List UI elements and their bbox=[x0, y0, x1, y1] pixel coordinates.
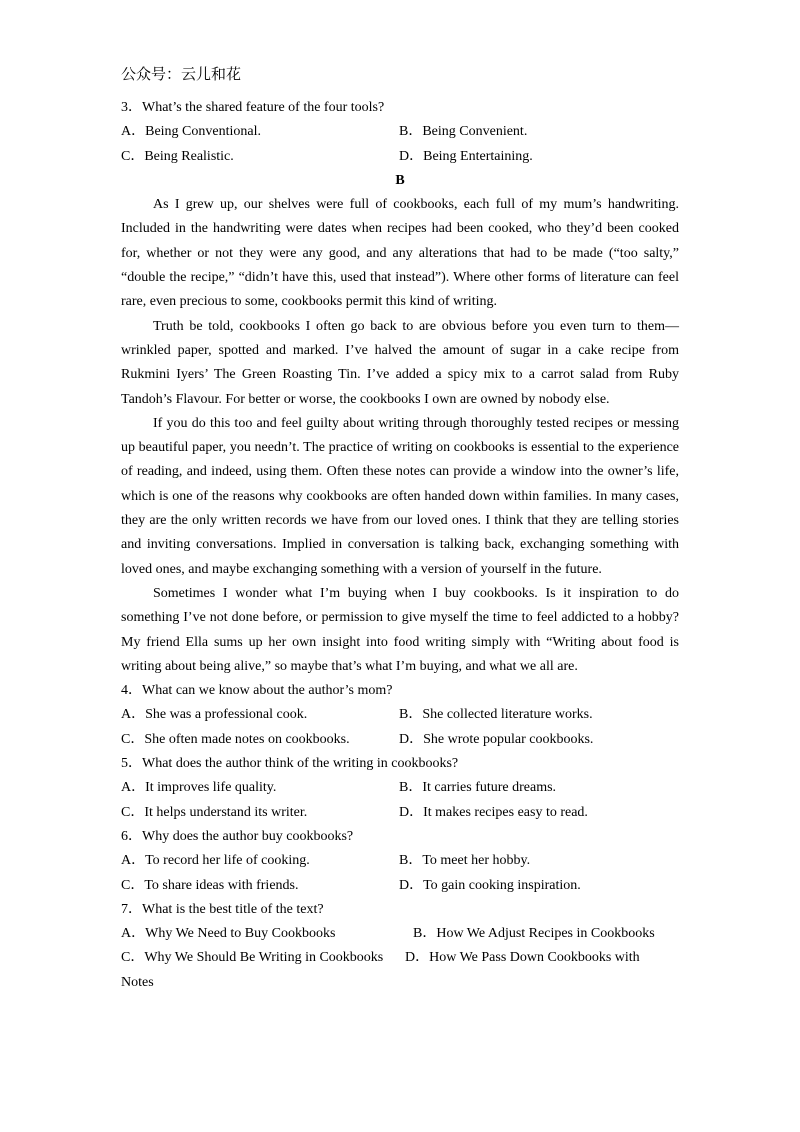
question-5: 5．What does the author think of the writing in cookbooks? bbox=[121, 756, 459, 772]
question-6-options-row-2 bbox=[121, 874, 679, 898]
q5-option-c: C．It helps understand its writer. bbox=[121, 804, 308, 820]
question-7-options-row-2 bbox=[121, 946, 679, 970]
question-6: 6．Why does the author buy cookbooks? bbox=[121, 828, 354, 844]
q7-option-d-continued: Notes bbox=[121, 974, 154, 990]
question-6-options-row-1 bbox=[121, 849, 679, 873]
q7-option-d: D．How We Pass Down Cookbooks with bbox=[405, 950, 640, 966]
page-header: 公众号：云儿和花 bbox=[121, 65, 242, 83]
question-4-options-row-1 bbox=[121, 703, 679, 727]
q7-option-b: B．How We Adjust Recipes in Cookbooks bbox=[413, 926, 655, 942]
q7-option-a: A．Why We Need to Buy Cookbooks bbox=[121, 926, 336, 942]
q3-option-a: A．Being Conventional. bbox=[121, 124, 261, 140]
question-5-options-row-2 bbox=[121, 801, 679, 825]
q3-option-d: D．Being Entertaining. bbox=[399, 148, 533, 164]
q3-option-b: B．Being Convenient. bbox=[399, 124, 528, 140]
q5-option-d: D．It makes recipes easy to read. bbox=[399, 804, 588, 820]
q3-option-c: C．Being Realistic. bbox=[121, 148, 234, 164]
question-7-options-row-1 bbox=[121, 922, 679, 946]
q6-option-b: B．To meet her hobby. bbox=[399, 853, 531, 869]
q4-option-b: B．She collected literature works. bbox=[399, 707, 593, 723]
q6-option-c: C．To share ideas with friends. bbox=[121, 877, 299, 893]
question-3-options-row-1 bbox=[121, 120, 679, 144]
question-3-options-row-2 bbox=[121, 145, 679, 169]
question-4-options-row-2 bbox=[121, 728, 679, 752]
passage-paragraph: Sometimes I wonder what I’m buying when I buy cookbooks. Is it inspiration to do something I’ve not done before, or permission to give myself the time to feel addicted to a hobby? My friend Ella sums up her own insight into food writing simply with “Writing about food is writing about being alive,” so maybe that’s what I’m buying, and what we all are. bbox=[121, 585, 679, 674]
passage-paragraph: As I grew up, our shelves were full of cookbooks, each full of my mum’s handwriting. Included in the handwriting were dates when recipes had been cooked, who they’d been cooked for, whether or not they were any good, and any alterations that had to be made (“too salty,” “double the recipe,” “didn’t have this, used that instead”). Where other forms of literature can feel rare, even precious to some, cookbooks permit this kind of writing. bbox=[121, 197, 679, 310]
q4-option-a: A．She was a professional cook. bbox=[121, 707, 308, 723]
section-heading: B bbox=[395, 172, 405, 188]
q4-option-d: D．She wrote popular cookbooks. bbox=[399, 731, 594, 747]
document-page bbox=[121, 60, 679, 995]
question-5-options-row-1 bbox=[121, 776, 679, 800]
q6-option-a: A．To record her life of cooking. bbox=[121, 853, 310, 869]
passage bbox=[121, 193, 679, 679]
question-3: 3．What’s the shared feature of the four tools? bbox=[121, 100, 385, 115]
q6-option-d: D．To gain cooking inspiration. bbox=[399, 877, 581, 893]
passage-paragraph: Truth be told, cookbooks I often go back to are obvious before you even turn to them—wrinkled paper, spotted and marked. I’ve halved the amount of sugar in a cake recipe from Rukmini Iyers’ The Green Roasting Tin. I’ve added a spicy mix to a carrot salad from Ruby Tandoh’s Flavour. For better or worse, the cookbooks I own are owned by nobody else. bbox=[121, 318, 679, 407]
passage-paragraph: If you do this too and feel guilty about writing through thoroughly tested recipes or messing up beautiful paper, you needn’t. The practice of writing on cookbooks is essential to the experience of reading, and indeed, using them. Often these notes can provide a window into the owner’s life, which is one of the reasons why cookbooks are often handed down within families. In many cases, they are the only written records we have from our loved ones. I think that they are telling stories and inviting conversations. Implied in conversation is talking back, exchanging something with loved ones, and maybe exchanging something with a version of yourself in the future. bbox=[121, 415, 679, 577]
question-7: 7．What is the best title of the text? bbox=[121, 901, 324, 917]
q7-option-c: C．Why We Should Be Writing in Cookbooks bbox=[121, 950, 384, 966]
q5-option-b: B．It carries future dreams. bbox=[399, 780, 557, 796]
question-4: 4．What can we know about the author’s mom? bbox=[121, 683, 393, 699]
q4-option-c: C．She often made notes on cookbooks. bbox=[121, 731, 350, 747]
q5-option-a: A．It improves life quality. bbox=[121, 780, 277, 796]
